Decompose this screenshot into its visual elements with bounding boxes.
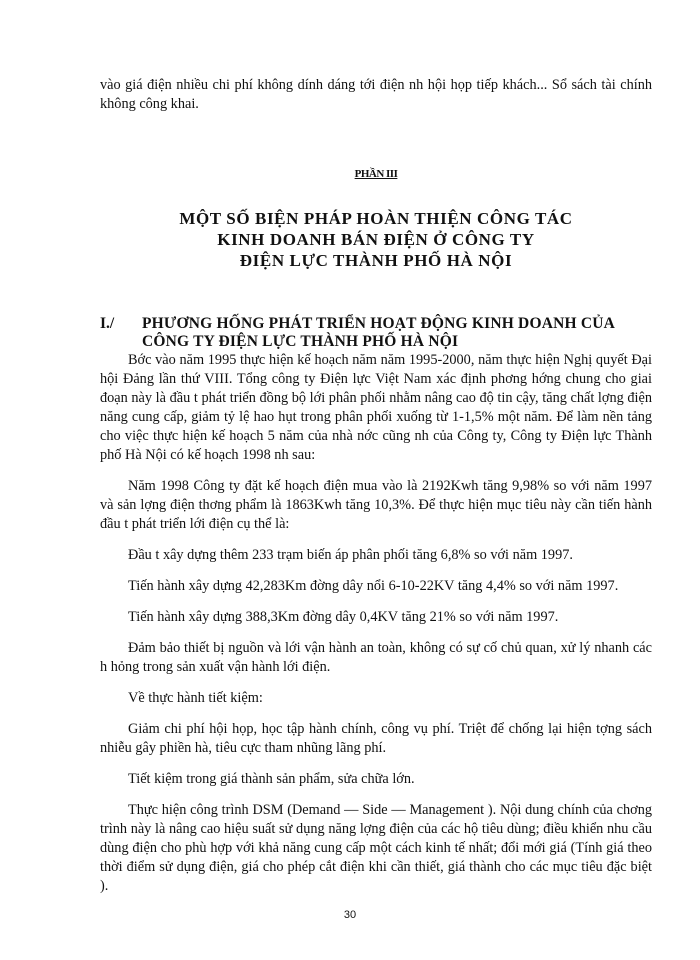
title-line-1: MỘT SỐ BIỆN PHÁP HOÀN THIỆN CÔNG TÁC bbox=[179, 209, 573, 228]
paragraph: Đảm bảo thiết bị nguồn và lới vận hành an toàn, không có sự cố chủ quan, xử lý nhanh các h hỏng trong sản xuất vận hành lới điện. bbox=[100, 640, 652, 675]
intro-paragraph: vào giá điện nhiều chi phí không dính dáng tới điện nh hội họp tiếp khách... Sổ sách tài chính không công khai. bbox=[100, 77, 652, 112]
document-page bbox=[100, 76, 652, 896]
chapter-title bbox=[100, 208, 652, 271]
page-number: 30 bbox=[343, 909, 357, 921]
section-number: I./ bbox=[100, 315, 115, 332]
section-title: PHƯƠNG HỐNG PHÁT TRIỂN HOẠT ĐỘNG KINH DOANH CỦA CÔNG TY ĐIỆN LỰC THÀNH PHỐ HÀ NỘI bbox=[142, 315, 615, 350]
paragraph: Đầu t xây dựng thêm 233 trạm biến áp phân phối tăng 6,8% so với năm 1997. bbox=[128, 547, 573, 563]
paragraph: Tiết kiệm trong giá thành sản phẩm, sửa chữa lớn. bbox=[128, 771, 415, 787]
paragraph: Bớc vào năm 1995 thực hiện kế hoạch năm năm 1995-2000, năm thực hiện Nghị quyết Đại hội Đảng lần thứ VIII. Tổng công ty Điện lực Việt Nam xác định phơng hớng chung cho giai đoạn này là đầu t phát triển đồng bộ lới phân phối nhằm nâng cao độ tin cậy, tăng chất lợng điện năng cung cấp, giảm tỷ lệ hao hụt trong phân phối xuống từ 1-1,5% một năm. Để làm nền tảng cho việc thực hiện kế hoạch 5 năm của nhà nớc cũng nh của Công ty, Công ty Điện lực Thành phố Hà Nội có kế hoạch 1998 nh sau: bbox=[100, 352, 652, 463]
paragraph: Về thực hành tiết kiệm: bbox=[128, 690, 263, 706]
title-line-3: ĐIỆN LỰC THÀNH PHỐ HÀ NỘI bbox=[239, 251, 513, 270]
paragraph: Tiến hành xây dựng 42,283Km đờng dây nổi 6-10-22KV tăng 4,4% so với năm 1997. bbox=[128, 578, 619, 594]
paragraph: Năm 1998 Công ty đặt kế hoạch điện mua vào là 2192Kwh tăng 9,98% so với năm 1997 và sản lợng điện thơng phẩm là 1863Kwh tăng 10,3%. Để thực hiện mục tiêu này cần tiến hành đầu t phát triển lới điện cụ thể là: bbox=[100, 478, 652, 532]
section-heading bbox=[100, 315, 652, 351]
part-label: PHẦN III bbox=[354, 168, 398, 180]
paragraph: Giảm chi phí hội họp, học tập hành chính, công vụ phí. Triệt để chống lại hiện tợng sách nhiễu gây phiền hà, tiêu cực tham nhũng lãng phí. bbox=[100, 721, 652, 756]
paragraph: Tiến hành xây dựng 388,3Km đờng dây 0,4KV tăng 21% so với năm 1997. bbox=[128, 609, 559, 625]
title-line-2: KINH DOANH BÁN ĐIỆN Ở CÔNG TY bbox=[217, 230, 535, 249]
paragraph: Thực hiện công trình DSM (Demand — Side — Management ). Nội dung chính của chơng trình này là nâng cao hiệu suất sử dụng năng lợng điện của các hộ tiêu dùng; điều khiển nhu cầu dùng điện cho phù hợp với khả năng cung cấp một cách kinh tế nhất; đổi mới giá (Tính giá theo thời điểm sử dụng điện, giá cho phép cắt điện khi cần thiết, giá thành cho các mục tiêu đặc biệt ). bbox=[100, 802, 652, 894]
